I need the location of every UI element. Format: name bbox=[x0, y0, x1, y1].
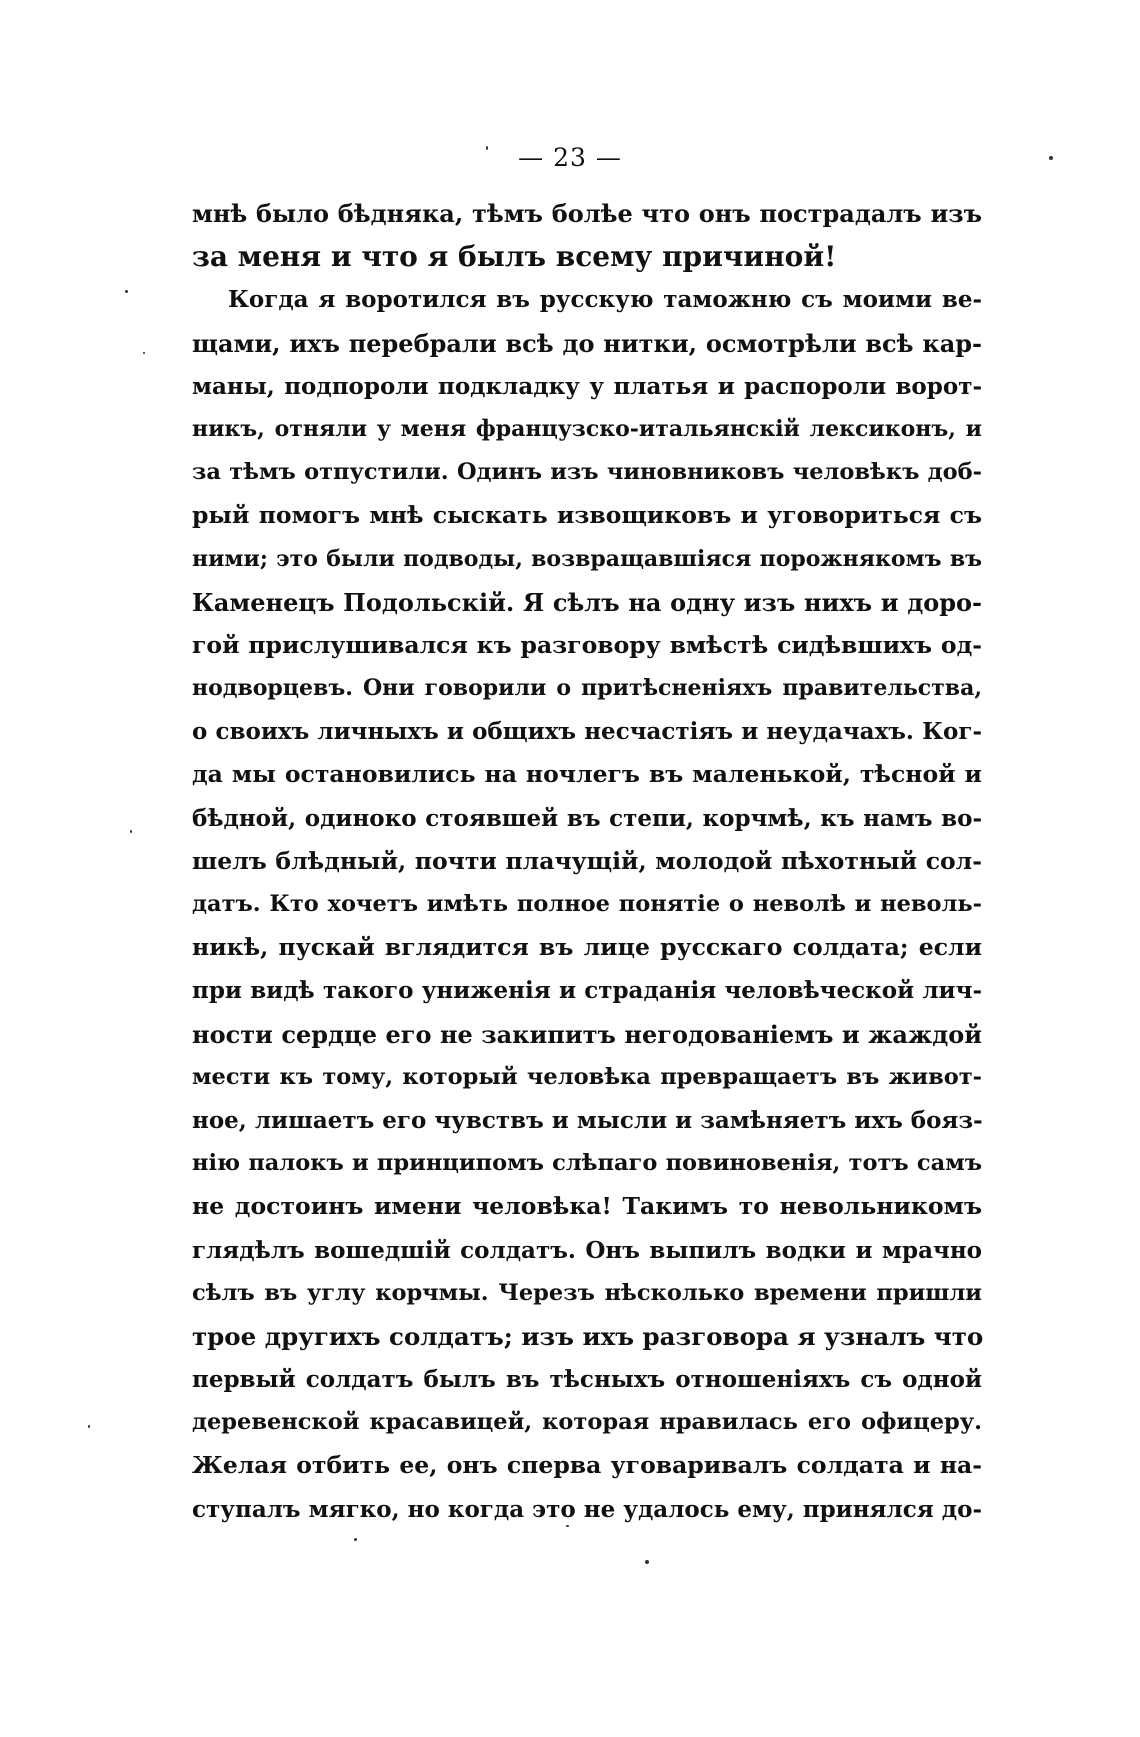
text-line: никѣ, пускай вглядится въ лице русскаго солдата; если bbox=[192, 933, 982, 962]
text-line: датъ. Кто хочетъ имѣть полное понятіе о неволѣ и неволь- bbox=[192, 891, 982, 917]
text-line: за меня и что я былъ всему причиной! bbox=[192, 240, 837, 274]
text-line: ное, лишаетъ его чувствъ и мысли и замѣняетъ ихъ бояз- bbox=[192, 1106, 983, 1134]
text-line: Когда я воротился въ русскую таможню съ моими ве- bbox=[228, 286, 982, 314]
text-line: за тѣмъ отпустили. Одинъ изъ чиновниковъ человѣкъ доб- bbox=[192, 459, 982, 486]
text-line: да мы остановились на ночлегъ въ маленькой, тѣсной и bbox=[192, 760, 982, 789]
text-line: сѣлъ въ углу корчмы. Черезъ нѣсколько времени пришли bbox=[192, 1279, 982, 1306]
text-line: Желая отбить ее, онъ сперва уговаривалъ солдата и на- bbox=[192, 1451, 982, 1480]
text-line: мести къ тому, который человѣка превращаетъ въ живот- bbox=[192, 1063, 982, 1090]
text-line: щами, ихъ перебрали всѣ до нитки, осмотрѣли всѣ кар- bbox=[192, 328, 982, 358]
text-line: шелъ блѣдный, почти плачущій, молодой пѣхотный сол- bbox=[192, 846, 982, 875]
text-line: первый солдатъ былъ въ тѣсныхъ отношеніяхъ съ одной bbox=[192, 1366, 982, 1394]
text-line: деревенской красавицей, которая нравилась его офицеру. bbox=[192, 1409, 982, 1436]
text-line: маны, подпороли подкладку у платья и распороли ворот- bbox=[192, 372, 982, 400]
text-line: Каменецъ Подольскій. Я сѣлъ на одну изъ нихъ и доро- bbox=[192, 587, 982, 617]
text-line: трое другихъ солдатъ; изъ ихъ разговора я узналъ что bbox=[192, 1321, 984, 1351]
text-line: ними; это были подводы, возвращавшіяся порожнякомъ въ bbox=[192, 545, 982, 572]
text-line: рый помогъ мнѣ сыскать извощиковъ и уговориться съ bbox=[192, 501, 982, 530]
text-line: ступалъ мягко, но когда это не удалось ему, принялся до- bbox=[192, 1495, 982, 1523]
text-line: о своихъ личныхъ и общихъ несчастіяъ и неудачахъ. Ког- bbox=[192, 718, 982, 746]
page-number: — 23 — bbox=[518, 143, 622, 172]
text-line: нію палокъ и принципомъ слѣпаго повиновенія, тотъ самъ bbox=[192, 1150, 982, 1177]
text-line: мнѣ было бѣдняка, тѣмъ болѣе что онъ пострадалъ изъ bbox=[192, 199, 982, 228]
text-line: при видѣ такого униженія и страданія человѣческой лич- bbox=[192, 977, 982, 1005]
text-line: бѣдной, одиноко стоявшей въ степи, корчмѣ, къ намъ во- bbox=[192, 804, 982, 832]
body-text bbox=[192, 192, 982, 1531]
text-line: ности сердце его не закипитъ негодованіемъ и жаждой bbox=[192, 1019, 982, 1049]
text-line: гой прислушивался къ разговору вмѣстѣ сидѣвшихъ од- bbox=[192, 630, 982, 659]
text-line: глядѣлъ вошедшій солдатъ. Онъ выпилъ водки и мрачно bbox=[192, 1236, 982, 1264]
text-line: нодворцевъ. Они говорили о притѣсненіяхъ правительства, bbox=[192, 675, 982, 702]
text-line: никъ, отняли у меня французско-итальянскій лексиконъ, и bbox=[192, 415, 982, 442]
text-line: не достоинъ имени человѣка! Такимъ то невольникомъ bbox=[192, 1192, 982, 1221]
